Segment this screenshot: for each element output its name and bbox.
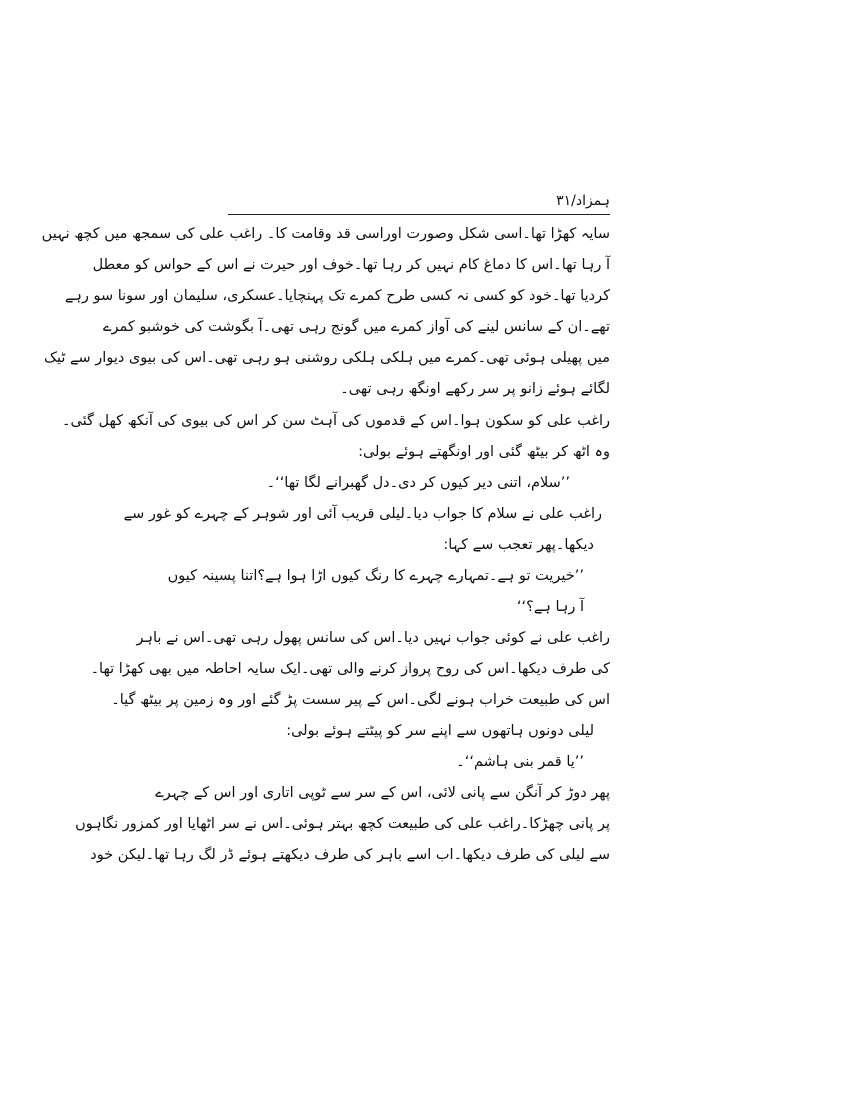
text-line: میں پھیلی ہوئی تھی۔کمرے میں ہلکی ہلکی روشنی ہو رہی تھی۔اس کی بیوی دیوار سے ٹیک (44, 350, 610, 366)
text-line: آ رہا تھا۔اس کا دماغ کام نہیں کر رہا تھا۔خوف اور حیرت نے اس کے حواس کو معطل (92, 257, 610, 273)
dialogue-line: ’’یا قمر بنی ہاشم‘‘۔ (456, 754, 584, 770)
text-line: تھے۔ان کے سانس لینے کی آواز کمرے میں گونج رہی تھی۔آ بگوشت کی خوشبو کمرے (103, 319, 610, 335)
running-header (228, 190, 610, 215)
text-line: راغب علی کو سکون ہوا۔اس کے قدموں کی آہٹ سن کر اس کی بیوی کی آنکھ کھل گئی۔ (62, 413, 610, 429)
text-line: وہ اٹھ کر بیٹھ گئی اور اونگھتے ہوئے بولی: (358, 444, 610, 460)
text-line: لیلی دونوں ہاتھوں سے اپنے سر کو پیٹتے ہوئے بولی: (286, 723, 594, 739)
text-line: سے لیلی کی طرف دیکھا۔اب اسے باہر کی طرف دیکھتے ہوئے ڈر لگ رہا تھا۔لیکن خود (90, 847, 610, 863)
text-line: راغب علی نے کوئی جواب نہیں دیا۔اس کی سانس پھول رہی تھی۔اس نے باہر (136, 630, 610, 646)
text-line: پر پانی چھڑکا۔راغب علی کی طبیعت کچھ بہتر ہوئی۔اس نے سر اٹھایا اور کمزور نگاہوں (75, 816, 610, 832)
text-line: سایہ کھڑا تھا۔اسی شکل وصورت اوراسی قد وقامت کا۔ راغب علی کی سمجھ میں کچھ نہیں (41, 226, 610, 242)
text-line: پھر دوڑ کر آنگن سے پانی لائی، اس کے سر سے ٹوپی اتاری اور اس کے چہرے (155, 785, 610, 801)
dialogue-line: آ رہا ہے؟‘‘ (516, 599, 584, 615)
text-line: راغب علی نے سلام کا جواب دیا۔لیلی قریب آئی اور شوہر کے چہرے کو غور سے (123, 506, 602, 522)
text-line: کی طرف دیکھا۔اس کی روح پرواز کرنے والی تھی۔ایک سایہ احاطہ میں بھی کھڑا تھا۔ (90, 661, 610, 677)
text-line: دیکھا۔پھر تعجب سے کہا: (443, 537, 594, 553)
dialogue-line: ’’خیریت تو ہے۔تمہارے چہرے کا رنگ کیوں اڑا ہوا ہے؟اتنا پسینہ کیوں (167, 568, 584, 584)
text-line: کردیا تھا۔خود کو کسی نہ کسی طرح کمرے تک پہنچایا۔عسکری، سلیمان اور سونا سو رہے (64, 288, 610, 304)
dialogue-line: ’’سلام، اتنی دیر کیوں کر دی۔دل گھبرانے لگا تھا‘‘۔ (266, 475, 570, 491)
text-line: لگائے ہوئے زانو پر سر رکھے اونگھ رہی تھی۔ (340, 381, 610, 397)
running-title: ہمزاد/۳۱ (556, 193, 610, 209)
text-line: اس کی طبیعت خراب ہونے لگی۔اس کے پیر سست پڑ گئے اور وہ زمین پر بیٹھ گیا۔ (111, 692, 610, 708)
